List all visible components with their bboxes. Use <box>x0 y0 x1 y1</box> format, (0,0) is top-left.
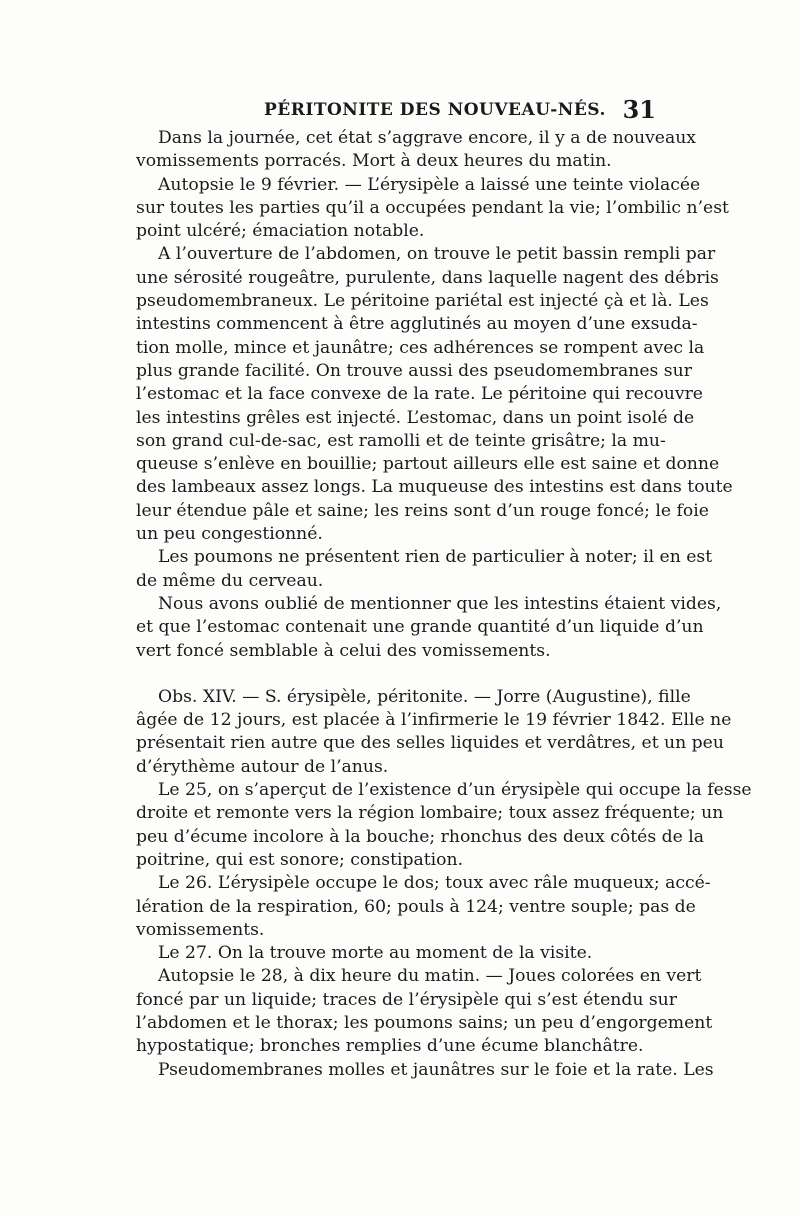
text-line: et que l’estomac contenait une grande quantité d’un liquide d’un <box>136 617 704 638</box>
paragraph <box>136 965 713 1058</box>
paragraph <box>136 127 696 174</box>
text-line: Obs. XIV. — S. érysipèle, péritonite. — Jorre (Augustine), fille <box>158 686 691 707</box>
text-line: Nous avons oublié de mentionner que les intestins étaient vides, <box>158 593 722 614</box>
text-line: sur toutes les parties qu’il a occupées pendant la vie; l’ombilic n’est <box>136 197 729 218</box>
paragraph <box>136 942 656 965</box>
paragraph <box>136 174 729 244</box>
text-line: un peu congestionné. <box>136 524 323 545</box>
text-line: Les poumons ne présentent rien de particulier à noter; il en est <box>158 547 713 568</box>
text-line: point ulcéré; émaciation notable. <box>136 221 425 242</box>
page-header <box>136 97 656 127</box>
text-line: son grand cul-de-sac, est ramolli et de teinte grisâtre; la mu- <box>136 430 666 451</box>
text-line: A l’ouverture de l’abdomen, on trouve le petit bassin rempli par <box>158 244 716 265</box>
text-line: Le 27. On la trouve morte au moment de la visite. <box>158 943 593 964</box>
text-line: droite et remonte vers la région lombaire; toux assez fréquente; un <box>136 803 724 824</box>
text-line: âgée de 12 jours, est placée à l’infirmerie le 19 février 1842. Elle ne <box>136 710 732 731</box>
text-line: de même du cerveau. <box>136 570 324 591</box>
page-number: 31 <box>622 95 656 124</box>
text-line: poitrine, qui est sonore; constipation. <box>136 849 464 870</box>
paragraph <box>136 1059 714 1082</box>
text-line: Le 25, on s’aperçut de l’existence d’un érysipèle qui occupe la fesse <box>158 780 752 801</box>
paragraph <box>136 593 722 663</box>
body-text <box>136 127 752 1082</box>
text-line: vomissements. <box>136 919 265 940</box>
text-line: Autopsie le 9 février. — L’érysipèle a laissé une teinte violacée <box>158 174 701 195</box>
text-line: intestins commencent à être agglutinés au moyen d’une exsuda- <box>136 314 698 335</box>
text-line: des lambeaux assez longs. La muqueuse des intestins est dans toute <box>136 477 733 498</box>
text-line: foncé par un liquide; traces de l’érysipèle qui s’est étendu sur <box>136 989 677 1010</box>
text-line: tion molle, mince et jaunâtre; ces adhérences se rompent avec la <box>136 337 705 358</box>
text-line: hypostatique; bronches remplies d’une écume blanchâtre. <box>136 1036 644 1057</box>
text-line: queuse s’enlève en bouillie; partout ailleurs elle est saine et donne <box>136 454 720 475</box>
text-line: pseudomembraneux. Le péritoine pariétal est injecté çà et là. Les <box>136 291 709 312</box>
paragraph <box>136 243 733 546</box>
text-line: vert foncé semblable à celui des vomissements. <box>136 640 551 661</box>
text-line: les intestins grêles est injecté. L’estomac, dans un point isolé de <box>136 407 695 428</box>
text-line: présentait rien autre que des selles liquides et verdâtres, et un peu <box>136 733 724 754</box>
text-line: plus grande facilité. On trouve aussi des pseudomembranes sur <box>136 360 692 381</box>
paragraph <box>136 686 732 779</box>
text-line: vomissements porracés. Mort à deux heures du matin. <box>136 151 612 172</box>
text-line: lération de la respiration, 60; pouls à 124; ventre souple; pas de <box>136 896 696 917</box>
running-title: PÉRITONITE DES NOUVEAU-NÉS. <box>264 100 606 120</box>
text-line: d’érythème autour de l’anus. <box>136 756 389 777</box>
text-line: l’estomac et la face convexe de la rate. Le péritoine qui recouvre <box>136 384 703 405</box>
text-line: leur étendue pâle et saine; les reins sont d’un rouge foncé; le foie <box>136 500 709 521</box>
text-line: une sérosité rougeâtre, purulente, dans laquelle nagent des débris <box>136 267 719 288</box>
text-line: Autopsie le 28, à dix heure du matin. — Joues colorées en vert <box>158 966 702 987</box>
text-line: Le 26. L’érysipèle occupe le dos; toux avec râle muqueux; accé- <box>158 873 711 894</box>
paragraph <box>136 872 711 942</box>
text-line: Pseudomembranes molles et jaunâtres sur le foie et la rate. Les <box>158 1059 714 1080</box>
paragraph <box>136 546 713 593</box>
text-line: peu d’écume incolore à la bouche; rhonchus des deux côtés de la <box>136 826 704 847</box>
text-line: l’abdomen et le thorax; les poumons sains; un peu d’engorgement <box>136 1012 713 1033</box>
text-line: Dans la journée, cet état s’aggrave encore, il y a de nouveaux <box>158 128 696 148</box>
paragraph <box>136 779 752 872</box>
paragraph-gap <box>136 663 656 686</box>
